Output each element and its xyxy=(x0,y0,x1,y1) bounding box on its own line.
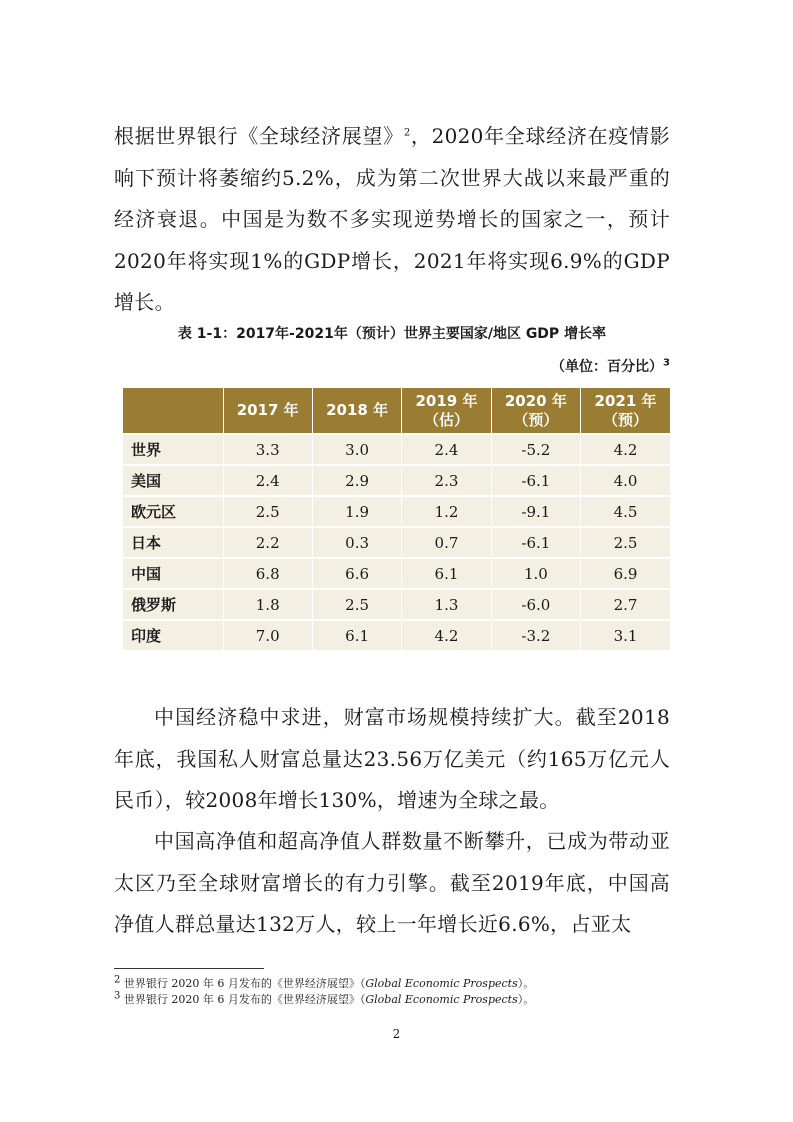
header-year-label: 2017 年 xyxy=(236,401,299,419)
paragraph-text: ，2020年全球经济在疫情影响下预计将萎缩约5.2%，成为第二次世界大战以来最严重的经济衰退。中国是为数不多实现逆势增长的国家之一，预计2020年将实现1%的GDP增长，2021年将实现6.9%的GDP增长。 xyxy=(114,124,670,314)
footnote-3 xyxy=(114,990,535,1007)
table-cell: 2.3 xyxy=(402,465,491,496)
footnote-2 xyxy=(114,974,535,991)
row-label: 俄罗斯 xyxy=(123,589,223,620)
footnote-ref-2[interactable]: 2 xyxy=(403,127,411,139)
table-row xyxy=(123,620,670,650)
table-cell: 7.0 xyxy=(223,620,312,650)
table-row xyxy=(123,589,670,620)
table-cell: 6.1 xyxy=(402,558,491,589)
row-label: 日本 xyxy=(123,527,223,558)
table-caption: 表 1-1：2017年-2021年（预计）世界主要国家/地区 GDP 增长率 xyxy=(177,326,607,342)
page-number: 2 xyxy=(392,1027,401,1041)
paragraph-gdp-outlook xyxy=(114,116,670,324)
footnote-divider xyxy=(114,968,264,969)
footnote-end: ）。 xyxy=(517,977,535,990)
gdp-growth-table xyxy=(123,388,670,650)
header-year-label: 2020 年 xyxy=(504,391,567,410)
table-cell: 0.7 xyxy=(402,527,491,558)
row-label: 美国 xyxy=(123,465,223,496)
header-year xyxy=(223,388,312,434)
table-cell: 1.8 xyxy=(223,589,312,620)
table-cell: 6.8 xyxy=(223,558,312,589)
table-cell: 4.0 xyxy=(581,465,670,496)
table-cell: 3.3 xyxy=(223,434,312,465)
table-cell: 2.5 xyxy=(312,589,401,620)
table-cell: 0.3 xyxy=(312,527,401,558)
footnote-title-en: Global Economic Prospects xyxy=(365,977,518,990)
table-cell: 2.5 xyxy=(223,496,312,527)
unit-text: （单位：百分比） xyxy=(551,359,664,375)
header-year xyxy=(581,388,670,434)
table-cell: -6.1 xyxy=(491,465,580,496)
table-row xyxy=(123,434,670,465)
table-cell: 2.7 xyxy=(581,589,670,620)
footnote-end: ）。 xyxy=(517,993,535,1006)
table-cell: 1.0 xyxy=(491,558,580,589)
table-row xyxy=(123,527,670,558)
header-corner xyxy=(123,388,223,434)
table-unit xyxy=(551,356,670,376)
header-year xyxy=(491,388,580,434)
table-row xyxy=(123,465,670,496)
header-year xyxy=(402,388,491,434)
table-cell: 4.2 xyxy=(402,620,491,650)
footnote-title-en: Global Economic Prospects xyxy=(365,993,518,1006)
header-year-label: 2021 年 xyxy=(594,391,657,410)
table-cell: 1.3 xyxy=(402,589,491,620)
table-cell: -6.0 xyxy=(491,589,580,620)
header-year-note: （预） xyxy=(513,410,559,429)
table-cell: -6.1 xyxy=(491,527,580,558)
paragraph-text: 根据世界银行《全球经济展望》 xyxy=(114,124,404,148)
table-row xyxy=(123,558,670,589)
table-cell: 2.9 xyxy=(312,465,401,496)
table-cell: -3.2 xyxy=(491,620,580,650)
header-year xyxy=(312,388,401,434)
table-cell: 4.2 xyxy=(581,434,670,465)
table-cell: -5.2 xyxy=(491,434,580,465)
table-cell: 4.5 xyxy=(581,496,670,527)
table-cell: -9.1 xyxy=(491,496,580,527)
footnote-number: 2 xyxy=(114,974,121,986)
row-label: 印度 xyxy=(123,620,223,650)
table-cell: 3.1 xyxy=(581,620,670,650)
row-label: 欧元区 xyxy=(123,496,223,527)
header-year-note: （预） xyxy=(603,410,649,429)
table-cell: 2.5 xyxy=(581,527,670,558)
table-cell: 6.1 xyxy=(312,620,401,650)
table-cell: 1.9 xyxy=(312,496,401,527)
footnote-ref-3[interactable]: 3 xyxy=(663,357,670,369)
paragraph-hnw-population: 中国高净值和超高净值人群数量不断攀升，已成为带动亚太区乃至全球财富增长的有力引擎。截至2019年底，中国高净值人群总量达132万人，较上一年增长近6.6%，占亚太 xyxy=(114,829,670,936)
table-header-row xyxy=(123,388,670,434)
header-year-label: 2019 年 xyxy=(415,391,478,410)
table-cell: 6.6 xyxy=(312,558,401,589)
footnote-text: 世界银行 2020 年 6 月发布的《世界经济展望》（ xyxy=(120,977,366,990)
paragraph-wealth-market: 中国经济稳中求进，财富市场规模持续扩大。截至2018年底，我国私人财富总量达23.56万亿美元（约165万亿元人民币），较2008年增长130%，增速为全球之最。 xyxy=(114,705,670,812)
footnote-number: 3 xyxy=(114,990,121,1002)
table-cell: 2.4 xyxy=(223,465,312,496)
table-cell: 1.2 xyxy=(402,496,491,527)
row-label: 中国 xyxy=(123,558,223,589)
table-cell: 3.0 xyxy=(312,434,401,465)
header-year-note: （估） xyxy=(423,410,469,429)
table-cell: 2.4 xyxy=(402,434,491,465)
table-cell: 2.2 xyxy=(223,527,312,558)
table-row xyxy=(123,496,670,527)
header-year-label: 2018 年 xyxy=(326,401,389,419)
footnote-text: 世界银行 2020 年 6 月发布的《世界经济展望》（ xyxy=(120,993,366,1006)
row-label: 世界 xyxy=(123,434,223,465)
table-cell: 6.9 xyxy=(581,558,670,589)
